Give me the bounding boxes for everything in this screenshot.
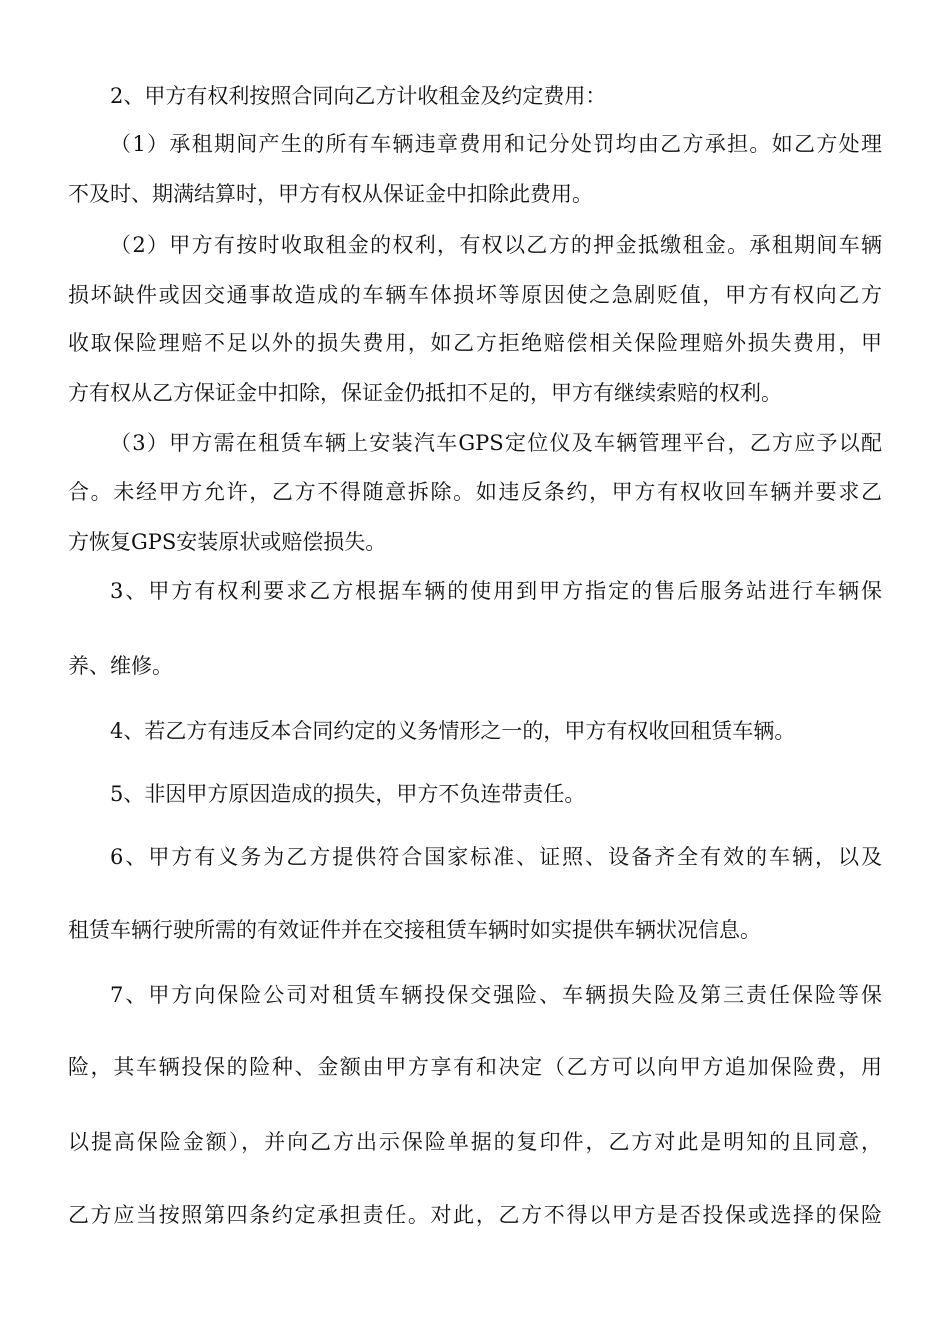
clause-7-line-2: 险，其车辆投保的险种、金额由甲方享有和决定（乙方可以向甲方追加保险费，用: [68, 1055, 882, 1079]
clause-2-1-line-1: （1）承租期间产生的所有车辆违章费用和记分处罚均由乙方承担。如乙方处理: [110, 132, 882, 156]
clause-2-2-line-2: 损坏缺件或因交通事故造成的车辆车体损坏等原因使之急剧贬值，甲方有权向乙方: [68, 283, 882, 307]
clause-2-1-line-2: 不及时、期满结算时，甲方有权从保证金中扣除此费用。: [68, 182, 593, 206]
clause-2-2-line-4: 方有权从乙方保证金中扣除，保证金仍抵扣不足的，甲方有继续索赔的权利。: [68, 381, 782, 405]
clause-3-line-1: 3、甲方有权利要求乙方根据车辆的使用到甲方指定的售后服务站进行车辆保: [110, 579, 882, 603]
clause-2-3-line-3: 方恢复GPS安装原状或赔偿损失。: [68, 530, 387, 554]
clause-7-line-1: 7、甲方向保险公司对租赁车辆投保交强险、车辆损失险及第三责任保险等保: [110, 983, 882, 1007]
clause-3-line-2: 养、维修。: [68, 654, 173, 678]
clause-2-3-line-1: （3）甲方需在租赁车辆上安装汽车GPS定位仪及车辆管理平台，乙方应予以配: [110, 431, 882, 455]
clause-7-line-3: 以提高保险金额），并向乙方出示保险单据的复印件，乙方对此是明知的且同意，: [68, 1130, 882, 1154]
clause-4: 4、若乙方有违反本合同约定的义务情形之一的，甲方有权收回租赁车辆。: [110, 719, 796, 743]
clause-2-3-line-2: 合。未经甲方允许，乙方不得随意拆除。如违反条约，甲方有权收回车辆并要求乙: [68, 480, 882, 504]
clause-7-line-4: 乙方应当按照第四条约定承担责任。对此，乙方不得以甲方是否投保或选择的保险: [68, 1203, 882, 1227]
clause-5: 5、非因甲方原因造成的损失，甲方不负连带责任。: [110, 782, 586, 806]
clause-2-2-line-1: （2）甲方有按时收取租金的权利，有权以乙方的押金抵缴租金。承租期间车辆: [110, 233, 882, 257]
clause-2-2-line-3: 收取保险理赔不足以外的损失费用，如乙方拒绝赔偿相关保险理赔外损失费用，甲: [68, 331, 882, 355]
clause-2-heading: 2、甲方有权利按照合同向乙方计收租金及约定费用：: [110, 84, 607, 108]
clause-6-line-2: 租赁车辆行驶所需的有效证件并在交接租赁车辆时如实提供车辆状况信息。: [68, 918, 761, 942]
clause-6-line-1: 6、甲方有义务为乙方提供符合国家标准、证照、设备齐全有效的车辆，以及: [110, 845, 882, 869]
